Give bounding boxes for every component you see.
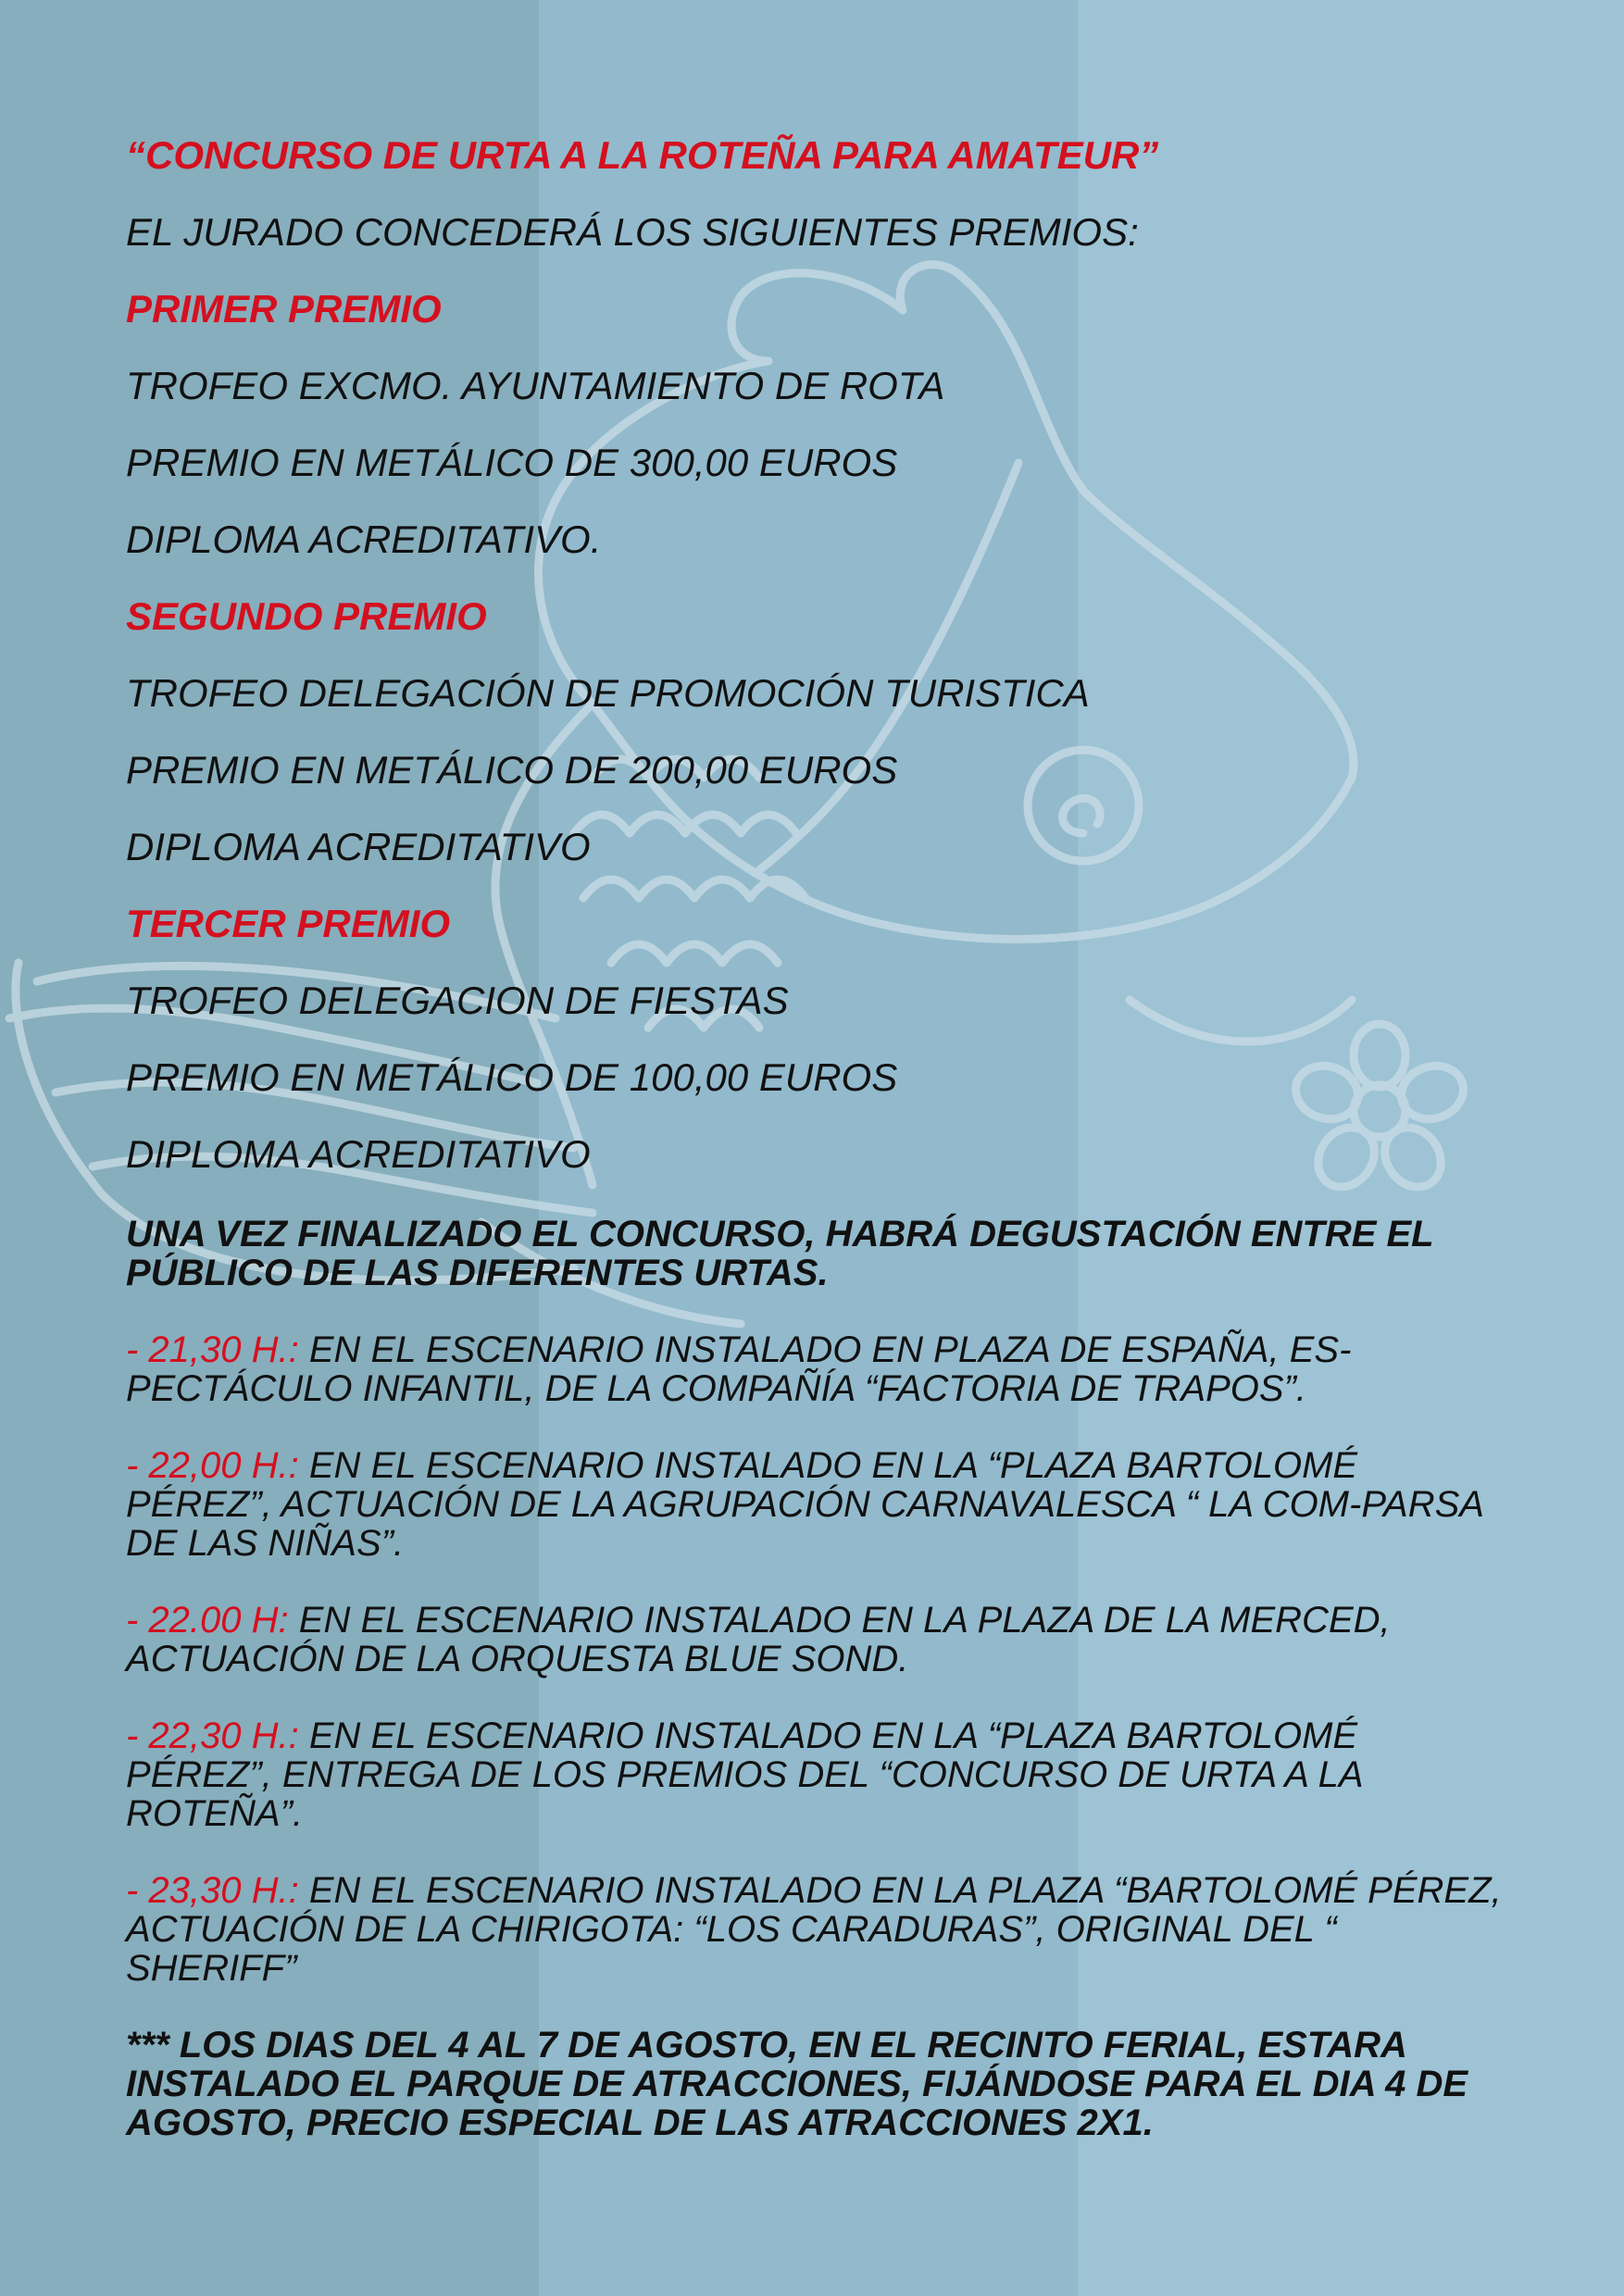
prize-item: PREMIO EN METÁLICO DE 200,00 EUROS xyxy=(126,748,898,792)
event-time: - 22,00 H.: xyxy=(126,1445,299,1486)
event-time: - 22.00 H: xyxy=(126,1600,289,1641)
prize-heading-first: PRIMER PREMIO xyxy=(126,287,442,331)
event-description: EN EL ESCENARIO INSTALADO EN LA PLAZA “BARTOLOMÉ PÉREZ, ACTUACIÓN DE LA CHIRIGOTA: “LOS CARADURAS”, ORIGINAL DEL “ SHERIFF” xyxy=(126,1870,1502,1989)
event-description: EN EL ESCENARIO INSTALADO EN PLAZA DE ESPAÑA, ES-PECTÁCULO INFANTIL, DE LA COMPAÑÍA “FACTORIA DE TRAPOS”. xyxy=(126,1329,1352,1409)
event-time: - 22,30 H.: xyxy=(126,1716,299,1756)
event-item xyxy=(126,1330,1505,1408)
prize-item: DIPLOMA ACREDITATIVO. xyxy=(126,518,602,561)
event-item xyxy=(126,1446,1505,1563)
event-item xyxy=(126,1601,1505,1678)
prize-item: TROFEO DELEGACION DE FIESTAS xyxy=(126,979,789,1022)
prize-item: DIPLOMA ACREDITATIVO xyxy=(126,1132,591,1176)
prize-item: TROFEO EXCMO. AYUNTAMIENTO DE ROTA xyxy=(126,364,945,407)
contest-title: “CONCURSO DE URTA A LA ROTEÑA PARA AMATEUR” xyxy=(126,133,1159,177)
tasting-note: UNA VEZ FINALIZADO EL CONCURSO, HABRÁ DEGUSTACIÓN ENTRE EL PÚBLICO DE LAS DIFERENTES URTAS. xyxy=(126,1214,1433,1293)
event-item xyxy=(126,1716,1505,1833)
event-time: - 21,30 H.: xyxy=(126,1329,299,1370)
event-description: EN EL ESCENARIO INSTALADO EN LA PLAZA DE LA MERCED, ACTUACIÓN DE LA ORQUESTA BLUE SOND. xyxy=(126,1600,1391,1679)
prize-item: TROFEO DELEGACIÓN DE PROMOCIÓN TURISTICA xyxy=(126,671,1090,715)
prize-item: PREMIO EN METÁLICO DE 100,00 EUROS xyxy=(126,1055,898,1099)
fair-note: *** LOS DIAS DEL 4 AL 7 DE AGOSTO, EN EL RECINTO FERIAL, ESTARA INSTALADO EL PARQUE DE ATRACCIONES, FIJÁNDOSE PARA EL DIA 4 DE AGOSTO, PRECIO ESPECIAL DE LAS ATRACCIONES 2X1. xyxy=(126,2025,1468,2143)
prize-item: DIPLOMA ACREDITATIVO xyxy=(126,825,591,868)
event-time: - 23,30 H.: xyxy=(126,1870,299,1911)
event-item xyxy=(126,1871,1505,1988)
event-description: EN EL ESCENARIO INSTALADO EN LA “PLAZA BARTOLOMÉ PÉREZ”, ENTREGA DE LOS PREMIOS DEL “CONCURSO DE URTA A LA ROTEÑA”. xyxy=(126,1716,1363,1834)
prize-item: PREMIO EN METÁLICO DE 300,00 EUROS xyxy=(126,441,898,484)
prize-heading-second: SEGUNDO PREMIO xyxy=(126,594,487,638)
prize-heading-third: TERCER PREMIO xyxy=(126,902,451,945)
jury-statement: EL JURADO CONCEDERÁ LOS SIGUIENTES PREMIOS: xyxy=(126,210,1139,254)
event-description: EN EL ESCENARIO INSTALADO EN LA “PLAZA BARTOLOMÉ PÉREZ”, ACTUACIÓN DE LA AGRUPACIÓN CARNAVALESCA “ LA COM-PARSA DE LAS NIÑAS”. xyxy=(126,1445,1483,1564)
